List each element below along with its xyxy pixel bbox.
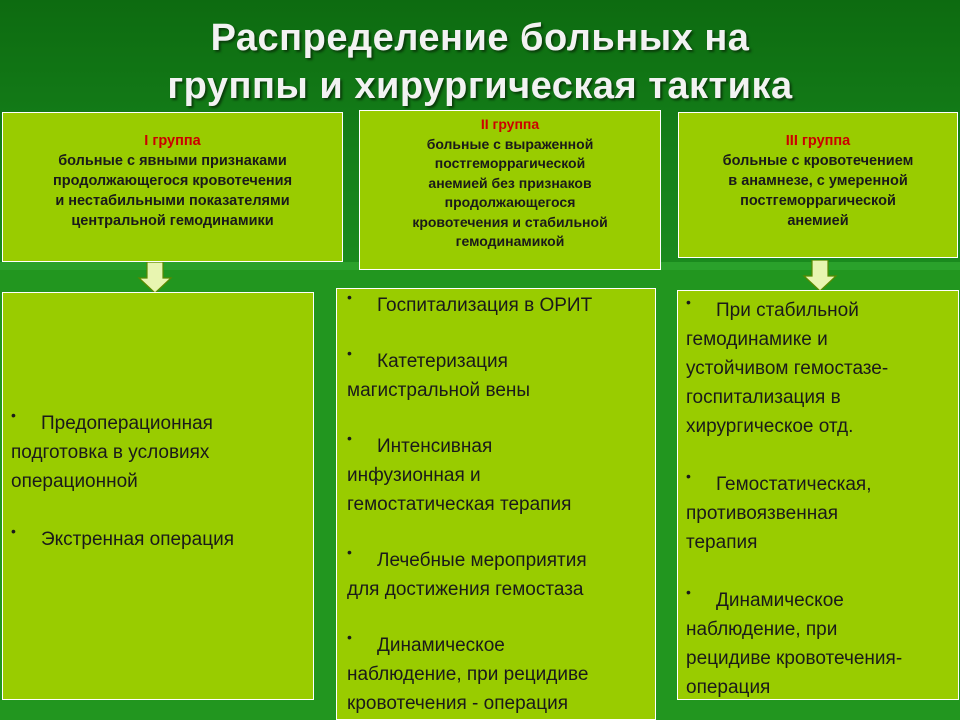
- list-item: [347, 631, 649, 718]
- list-item: [347, 546, 649, 604]
- tactics-group-1-box: [2, 292, 314, 700]
- title-line-2: группы и хирургическая тактика: [167, 65, 793, 107]
- list-item-text: Гемостатическая,: [716, 474, 872, 495]
- list-item: [686, 586, 954, 700]
- list-item-text: Динамическое: [377, 635, 505, 656]
- group-3-line: в анамнезе, с умеренной: [728, 173, 908, 189]
- group-2-heading: II группа: [480, 116, 540, 132]
- group-1-line: и нестабильными показателями: [55, 193, 290, 209]
- list-item-text: гемодинамике и: [686, 329, 828, 350]
- list-item: [347, 347, 649, 405]
- list-item: [11, 409, 307, 496]
- list-item-text: Экстренная операция: [41, 529, 234, 550]
- bullet-icon: •: [347, 289, 352, 305]
- list-item-text: Интенсивная: [377, 436, 493, 457]
- bullet-icon: •: [11, 523, 16, 539]
- group-2-line: больные с выраженной: [426, 135, 594, 152]
- list-item-text: терапия: [686, 532, 758, 553]
- list-item: [11, 525, 307, 554]
- list-item-text: госпитализация в: [686, 387, 841, 408]
- bullet-icon: •: [347, 430, 352, 446]
- group-1-heading: I группа: [144, 133, 201, 149]
- list-item-text: Динамическое: [716, 590, 844, 611]
- group-2-box: [359, 110, 661, 270]
- list-item: [347, 291, 649, 320]
- group-2-line: продолжающегося: [444, 194, 576, 210]
- tactics-group-3-box: [677, 290, 959, 700]
- down-arrow-icon: [137, 262, 173, 294]
- group-2-line: анемией без признаков: [428, 174, 592, 191]
- title-line-1: Распределение больных на: [210, 17, 750, 59]
- list-item: [347, 432, 649, 519]
- bullet-icon: •: [347, 544, 352, 560]
- list-item-text: подготовка в условиях: [11, 442, 210, 463]
- list-item-text: При стабильной: [716, 300, 859, 321]
- bullet-icon: •: [11, 407, 16, 423]
- bullet-icon: •: [347, 629, 352, 645]
- group-1-line: центральной гемодинамики: [71, 213, 274, 229]
- group-3-box: [678, 112, 958, 258]
- group-3-line: анемией: [787, 213, 849, 229]
- group-1-box: [2, 112, 343, 262]
- bullet-icon: •: [686, 294, 691, 310]
- group-2-line: кровотечения и стабильной: [412, 213, 608, 230]
- group-3-line: постгеморрагической: [740, 193, 896, 209]
- bullet-icon: •: [686, 468, 691, 484]
- list-item-text: операция: [686, 677, 771, 698]
- bullet-icon: •: [686, 584, 691, 600]
- tactics-group-2-box: [336, 288, 656, 720]
- down-arrow-icon: [802, 260, 838, 292]
- list-item-text: рецидиве кровотечения-: [686, 648, 903, 669]
- list-item-text: инфузионная и: [347, 465, 481, 486]
- list-item-text: противоязвенная: [686, 503, 839, 524]
- group-1-line: больные с явными признаками: [58, 153, 287, 169]
- list-item-text: наблюдение, при: [686, 619, 838, 640]
- slide-title: [60, 14, 900, 110]
- list-item-text: гемостатическая терапия: [347, 494, 572, 515]
- group-1-line: продолжающегося кровотечения: [52, 173, 293, 189]
- list-item-text: операционной: [11, 471, 138, 492]
- list-item-text: магистральной вены: [347, 380, 531, 401]
- list-item-text: Катетеризация: [377, 351, 508, 372]
- list-item-text: Лечебные мероприятия: [377, 550, 587, 571]
- list-item-text: хирургическое отд.: [686, 416, 854, 437]
- list-item-text: устойчивом гемостазе-: [686, 358, 889, 379]
- bullet-icon: •: [347, 345, 352, 361]
- list-item: [686, 470, 954, 557]
- list-item-text: для достижения гемостаза: [347, 579, 584, 600]
- group-3-line: больные с кровотечением: [722, 153, 914, 169]
- list-item-text: кровотечения - операция: [347, 693, 568, 714]
- group-2-line: постгеморрагической: [434, 155, 586, 171]
- list-item-text: наблюдение, при рецидиве: [347, 664, 589, 685]
- list-item-text: Предоперационная: [41, 413, 213, 434]
- group-3-heading: III группа: [785, 133, 851, 149]
- list-item: [686, 296, 954, 441]
- list-item-text: Госпитализация в ОРИТ: [377, 295, 593, 316]
- group-2-line: гемодинамикой: [455, 233, 565, 249]
